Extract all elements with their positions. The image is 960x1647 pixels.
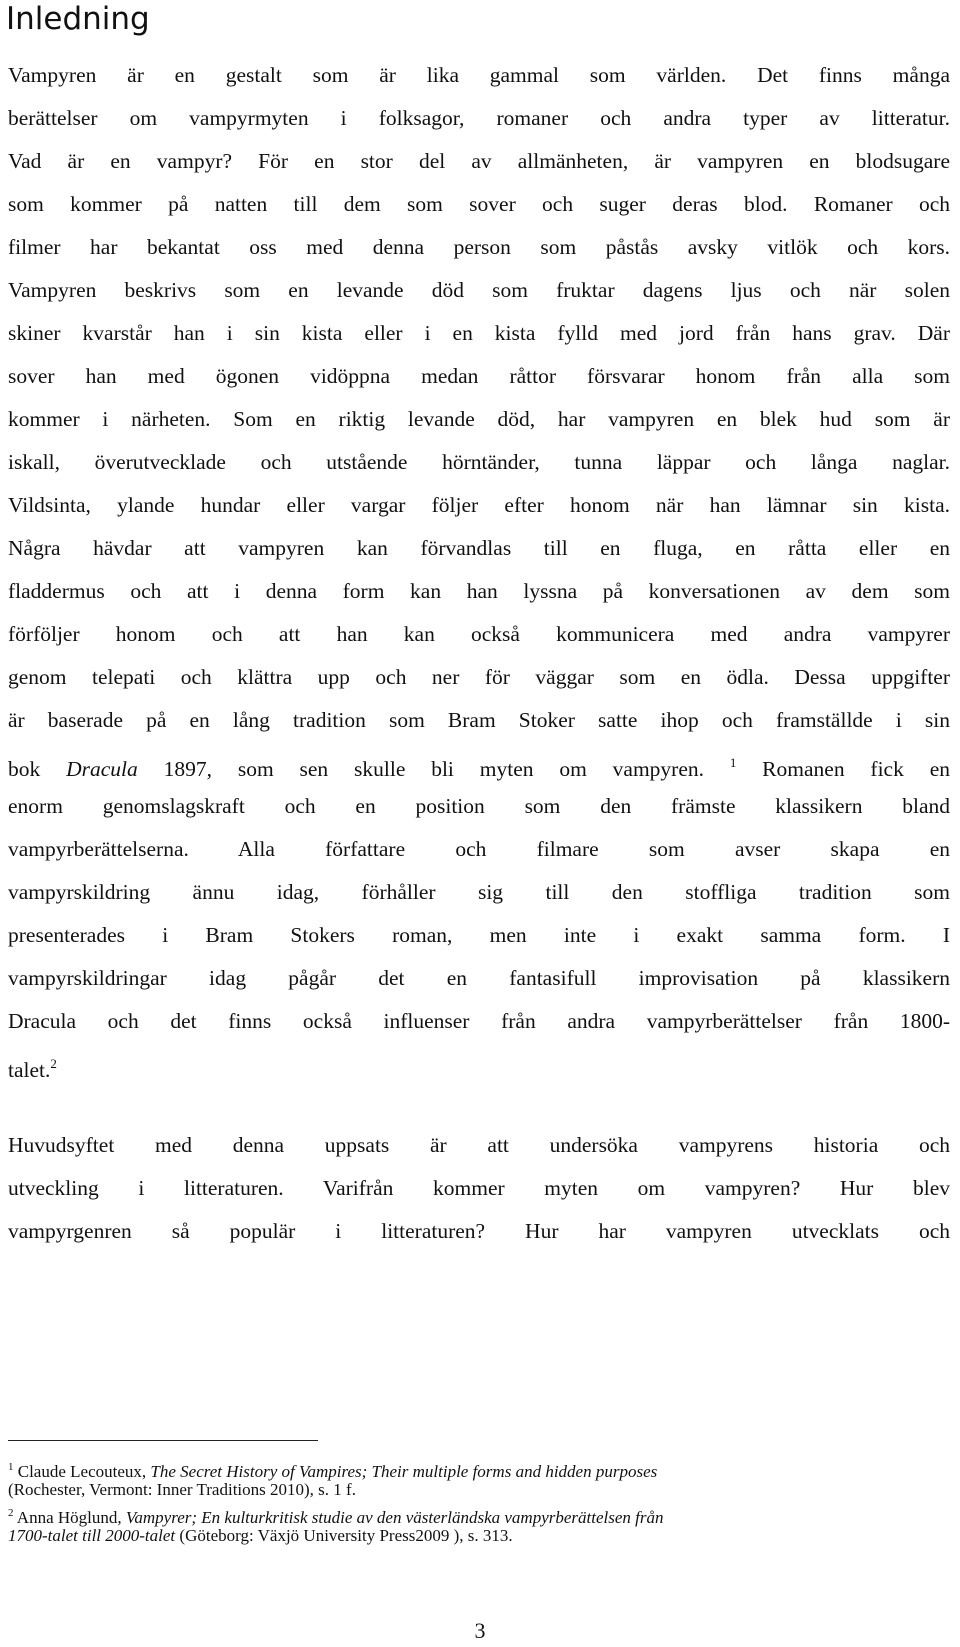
line24-text: talet. [8, 1058, 51, 1082]
footnote-1-continuation: (Rochester, Vermont: Inner Traditions 2010), s. 1 f. [8, 1480, 356, 1499]
body-line-7: skiner kvarstår han i sin kista eller i en kista fylld med jord från hans grav. Där [8, 321, 950, 345]
body-line-5: filmer har bekantat oss med denna person som påstås avsky vitlök och kors. [8, 235, 950, 259]
body-line-1: Vampyren är en gestalt som är lika gammal som världen. Det finns många [8, 63, 950, 87]
body-line-20: vampyrskildring ännu idag, förhåller sig till den stoffliga tradition som [8, 880, 950, 904]
body-line-22: vampyrskildringar idag pågår det en fantasifull improvisation på klassikern [8, 966, 950, 990]
footnote-1-title: The Secret History of Vampires; Their multiple forms and hidden purposes [150, 1462, 658, 1481]
para2-line-1: Huvudsyftet med denna uppsats är att undersöka vampyrens historia och [8, 1133, 950, 1157]
body-line-16: är baserade på en lång tradition som Bram Stoker satte ihop och framställde i sin [8, 708, 950, 732]
footnote-2-author: Anna Höglund, [13, 1508, 126, 1527]
body-line-6: Vampyren beskrivs som en levande död som fruktar dagens ljus och när solen [8, 278, 950, 302]
footnote-2-number: 2 [8, 1507, 14, 1519]
body-line-15: genom telepati och klättra upp och ner för väggar som en ödla. Dessa uppgifter [8, 665, 950, 689]
para2-line-3: vampyrgenren så populär i litteraturen? Hur har vampyren utvecklats och [8, 1219, 950, 1243]
footnote-2 [8, 1502, 948, 1527]
body-line-24 [8, 1050, 950, 1082]
line17-pre: bok [8, 757, 67, 781]
line17-mid: 1897, som sen skulle bli myten om vampyren. [137, 757, 730, 781]
body-line-12: Några hävdar att vampyren kan förvandlas till en fluga, en råtta eller en [8, 536, 950, 560]
para2-line-2: utveckling i litteraturen. Varifrån kommer myten om vampyren? Hur blev [8, 1176, 950, 1200]
footnote-ref-1: 1 [729, 755, 737, 770]
line17-post: Romanen fick en [736, 757, 950, 781]
footnote-1-author: Claude Lecouteux, [13, 1462, 151, 1481]
body-line-8: sover han med ögonen vidöppna medan råttor försvarar honom från alla som [8, 364, 950, 388]
body-line-11: Vildsinta, ylande hundar eller vargar följer efter honom när han lämnar sin kista. [8, 493, 950, 517]
body-line-23: Dracula och det finns också influenser från andra vampyrberättelser från 1800- [8, 1009, 950, 1033]
footnote-ref-2: 2 [50, 1056, 57, 1071]
body-line-3: Vad är en vampyr? För en stor del av allmänheten, är vampyren en blodsugare [8, 149, 950, 173]
body-line-21: presenterades i Bram Stokers roman, men inte i exakt samma form. I [8, 923, 950, 947]
footnote-2-title-cont: 1700-talet till 2000-talet [8, 1526, 176, 1545]
footnote-separator [8, 1440, 318, 1441]
page-number: 3 [474, 1618, 486, 1643]
footnote-1-number: 1 [8, 1461, 14, 1473]
body-line-13: fladdermus och att i denna form kan han lyssna på konversationen av dem som [8, 579, 950, 603]
section-heading: Inledning [6, 1, 150, 37]
book-title-dracula: Dracula [66, 757, 138, 781]
footnote-2-publisher: (Göteborg: Växjö University Press2009 ), s. 313. [175, 1526, 513, 1545]
footnote-2-title: Vampyrer; En kulturkritisk studie av den västerländska vampyrberättelsen från [125, 1508, 664, 1527]
body-line-14: förföljer honom och att han kan också kommunicera med andra vampyrer [8, 622, 950, 646]
footnote-2-continuation [8, 1525, 948, 1547]
body-line-4: som kommer på natten till dem som sover och suger deras blod. Romaner och [8, 192, 950, 216]
body-line-9: kommer i närheten. Som en riktig levande död, har vampyren en blek hud som är [8, 407, 950, 431]
footnote-1 [8, 1456, 948, 1481]
body-line-19: vampyrberättelserna. Alla författare och filmare som avser skapa en [8, 837, 950, 861]
body-line-17 [8, 749, 950, 781]
body-line-10: iskall, överutvecklade och utstående hörntänder, tunna läppar och långa naglar. [8, 450, 950, 474]
body-line-2: berättelser om vampyrmyten i folksagor, romaner och andra typer av litteratur. [8, 106, 950, 130]
body-line-18: enorm genomslagskraft och en position som den främste klassikern bland [8, 794, 950, 818]
